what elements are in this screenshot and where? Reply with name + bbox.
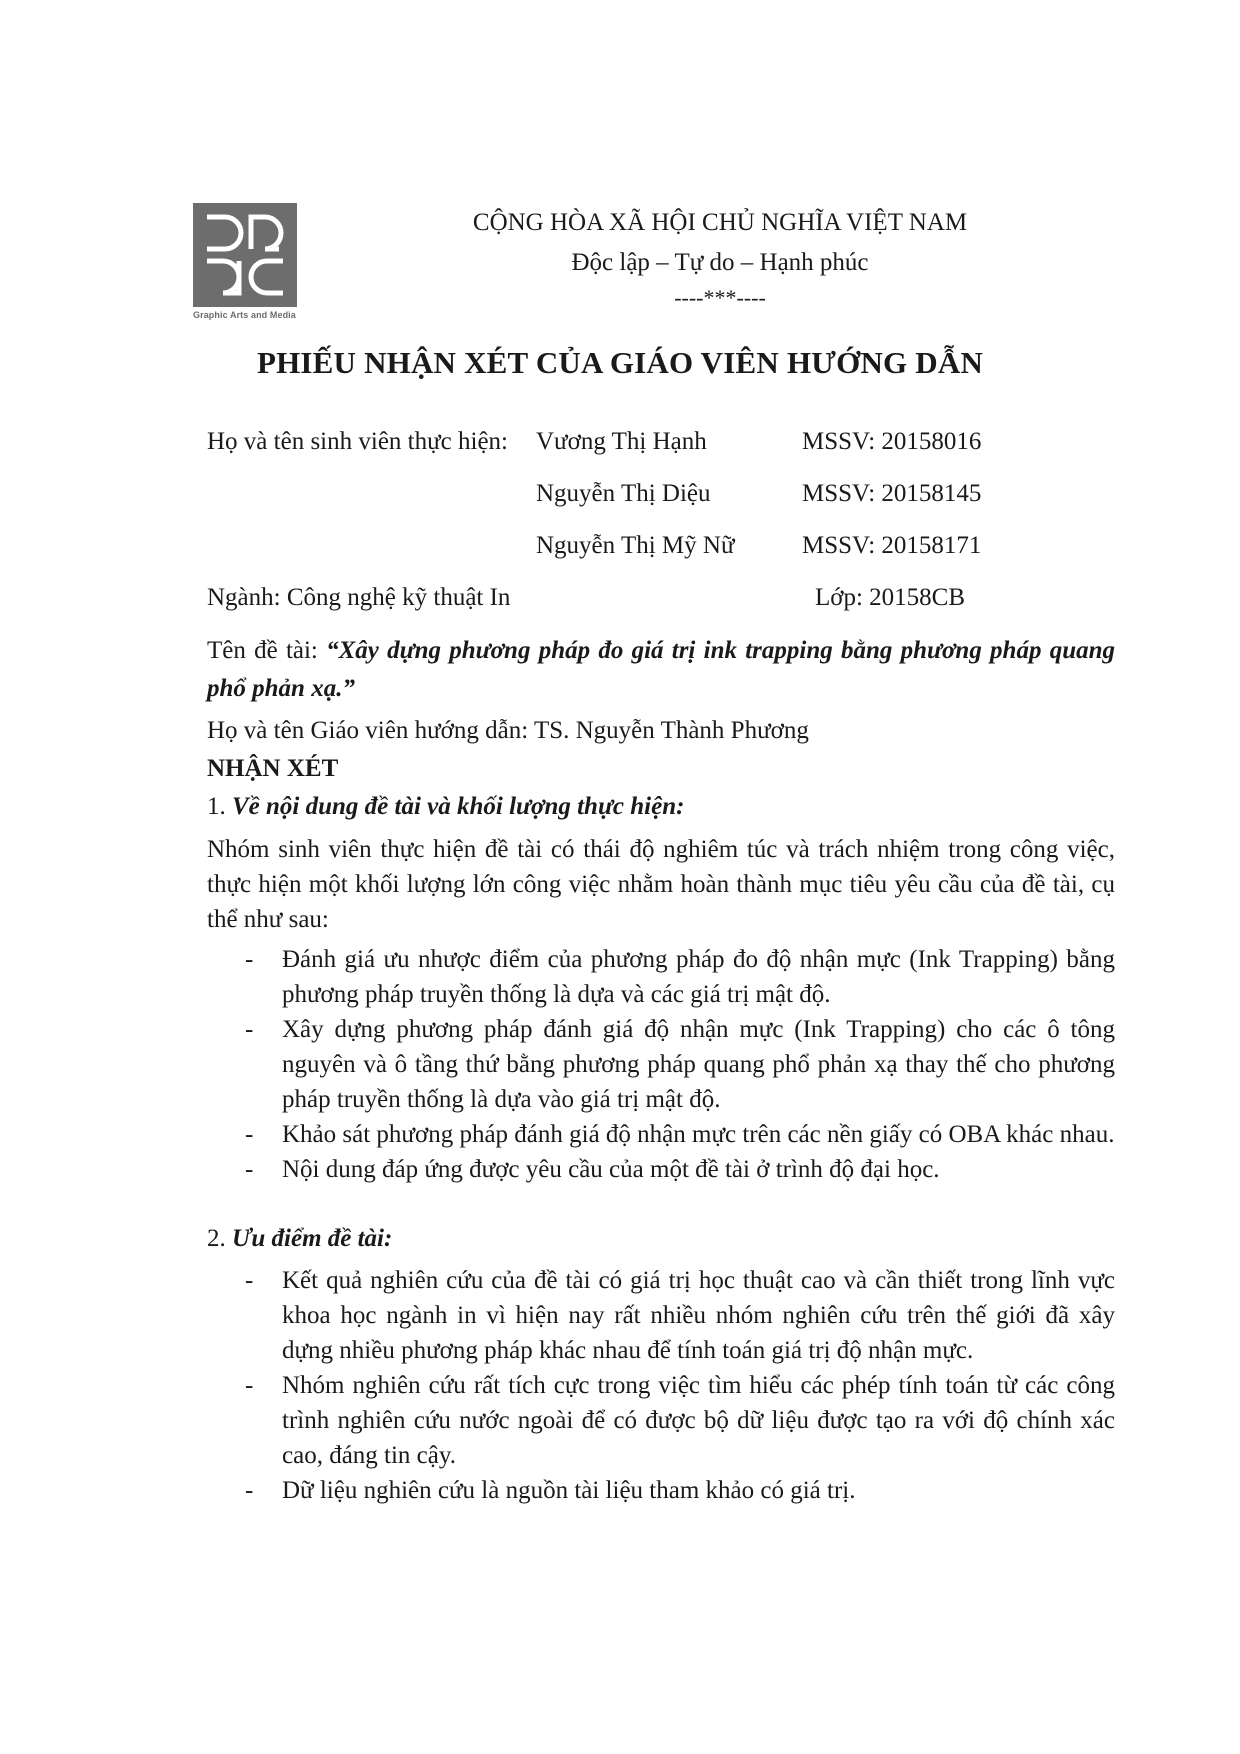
section1-heading xyxy=(207,793,684,821)
section1-number: 1. xyxy=(207,793,226,820)
topic xyxy=(207,632,1115,708)
section1-list xyxy=(207,942,1115,1187)
national-title: CỘNG HÒA XÃ HỘI CHỦ NGHĨA VIỆT NAM xyxy=(472,209,968,236)
section2-number: 2. xyxy=(207,1225,226,1252)
class: Lớp: 20158CB xyxy=(815,584,966,611)
logo xyxy=(193,203,297,320)
header-separator: ----***---- xyxy=(674,285,766,310)
student-id: MSSV: 20158016 xyxy=(802,428,982,455)
student-name: Vương Thị Hạnh xyxy=(536,428,707,455)
section2-heading xyxy=(207,1225,392,1253)
national-motto: Độc lập – Tự do – Hạnh phúc xyxy=(571,249,869,276)
student-name: Nguyễn Thị Mỹ Nữ xyxy=(536,532,735,559)
logo-caption: Graphic Arts and Media xyxy=(193,310,296,320)
topic-label: Tên đề tài: xyxy=(207,637,318,664)
section1-intro: Nhóm sinh viên thực hiện đề tài có thái độ nghiêm túc và trách nhiệm trong công việc, thực hiện một khối lượng lớn công việc nhằm hoàn thành mục tiêu yêu cầu của đề tài, cụ thể như sau: xyxy=(207,836,1115,933)
section2-list xyxy=(207,1263,1115,1508)
list-item: - Khảo sát phương pháp đánh giá độ nhận mực trên các nền giấy có OBA khác nhau. xyxy=(207,1117,1115,1152)
student-id: MSSV: 20158145 xyxy=(802,480,982,507)
list-item: - Đánh giá ưu nhược điểm của phương pháp đo độ nhận mực (Ink Trapping) bằng phương pháp truyền thống là dựa và các giá trị mật độ. xyxy=(207,942,1115,1012)
major: Ngành: Công nghệ kỹ thuật In xyxy=(207,584,511,611)
list-item: - Nội dung đáp ứng được yêu cầu của một đề tài ở trình độ đại học. xyxy=(207,1152,1115,1187)
document-title: PHIẾU NHẬN XÉT CỦA GIÁO VIÊN HƯỚNG DẪN xyxy=(256,345,984,380)
section1-title: Về nội dung đề tài và khối lượng thực hiện: xyxy=(232,793,685,820)
students-label: Họ và tên sinh viên thực hiện: xyxy=(207,428,508,455)
list-item: - Kết quả nghiên cứu của đề tài có giá trị học thuật cao và cần thiết trong lĩnh vực khoa học ngành in vì hiện nay rất nhiều nhóm nghiên cứu trên thế giới đã xây dựng nhiều phương pháp khác nhau để tính toán giá trị độ nhận mực. xyxy=(207,1263,1115,1368)
topic-value: “Xây dựng phương pháp đo giá trị ink trapping bằng phương pháp quang phổ phản xạ.” xyxy=(207,637,1116,702)
section2-title: Ưu điểm đề tài: xyxy=(232,1225,393,1252)
list-item: - Nhóm nghiên cứu rất tích cực trong việc tìm hiểu các phép tính toán từ các công trình nghiên cứu nước ngoài để có được bộ dữ liệu được tạo ra với độ chính xác cao, đáng tin cậy. xyxy=(207,1368,1115,1473)
student-name: Nguyễn Thị Diệu xyxy=(536,480,711,507)
gam-logo-icon xyxy=(193,203,297,307)
student-id: MSSV: 20158171 xyxy=(802,532,982,559)
list-item: - Xây dựng phương pháp đánh giá độ nhận mực (Ink Trapping) cho các ô tông nguyên và ô tầng thứ bằng phương pháp quang phổ phản xạ thay thế cho phương pháp truyền thống là dựa vào giá trị mật độ. xyxy=(207,1012,1115,1117)
advisor: Họ và tên Giáo viên hướng dẫn: TS. Nguyễn Thành Phương xyxy=(207,717,809,744)
review-heading: NHẬN XÉT xyxy=(207,755,339,782)
list-item: - Dữ liệu nghiên cứu là nguồn tài liệu tham khảo có giá trị. xyxy=(207,1473,1115,1508)
national-header xyxy=(400,203,1040,313)
